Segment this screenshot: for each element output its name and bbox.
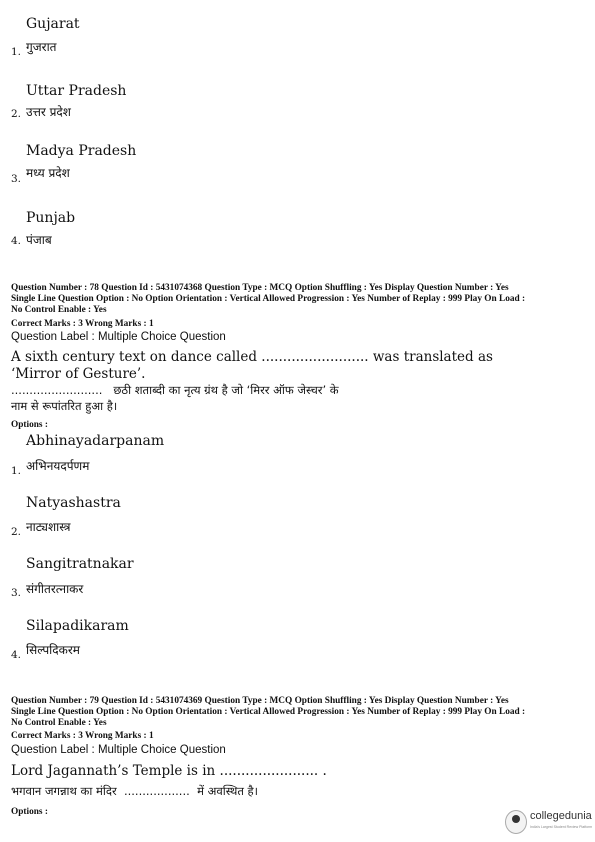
option-2-en: Uttar Pradesh (26, 83, 127, 99)
option-4-num: 4. (11, 649, 22, 661)
option-1-en: Abhinayadarpanam (26, 433, 165, 449)
option-3-en: Sangitratnakar (26, 556, 134, 572)
question-hindi-line1: ......................... छठी शताब्दी का नृत्य ग्रंथ है जो ‘मिरर ऑफ जेस्चर’ के (11, 383, 339, 397)
options-heading: Options : (11, 807, 48, 817)
option-4-en: Silapadikaram (26, 618, 129, 634)
question-text-line1: A sixth century text on dance called ......................... was translated as (11, 349, 493, 365)
question-label: Question Label : Multiple Choice Question (11, 744, 226, 756)
question-text-line2: ‘Mirror of Gesture’. (11, 366, 146, 382)
question-meta-line1: Question Number : 78 Question Id : 5431074368 Question Type : MCQ Option Shuffling : Yes Display Question Number : Yes (11, 283, 509, 293)
option-1-hi: गुजरात (26, 40, 57, 54)
option-2-en: Natyashastra (26, 495, 121, 511)
mascot-icon (505, 810, 527, 834)
option-3-num: 3. (11, 587, 22, 599)
option-2-num: 2. (11, 526, 22, 538)
option-3-num: 3. (11, 173, 22, 185)
question-meta-line3: No Control Enable : Yes (11, 305, 107, 315)
question-meta-line2: Single Line Question Option : No Option Orientation : Vertical Allowed Progression : Yes Number of Replay : 999 Play On Load : (11, 707, 526, 717)
question-meta-line2: Single Line Question Option : No Option Orientation : Vertical Allowed Progression : Yes Number of Replay : 999 Play On Load : (11, 294, 526, 304)
logo-brand: collegedunia (530, 810, 592, 822)
option-4-hi: पंजाब (26, 233, 52, 247)
question-hindi-line2: नाम से रूपांतरित हुआ है। (11, 399, 118, 413)
option-2-hi: उत्तर प्रदेश (26, 105, 71, 119)
question-text-line1: Lord Jagannath’s Temple is in ....................... . (11, 763, 327, 779)
option-3-en: Madya Pradesh (26, 143, 137, 159)
option-3-hi: मध्य प्रदेश (26, 166, 70, 180)
option-2-hi: नाट्यशास्त्र (26, 520, 71, 534)
question-hindi-line1: भगवान जगन्नाथ का मंदिर .................. में अवस्थित है। (11, 784, 259, 798)
option-4-hi: सिल्पदिकरम (26, 643, 80, 657)
question-label: Question Label : Multiple Choice Question (11, 331, 226, 343)
collegedunia-logo (505, 810, 592, 834)
question-marks: Correct Marks : 3 Wrong Marks : 1 (11, 731, 154, 741)
question-marks: Correct Marks : 3 Wrong Marks : 1 (11, 319, 154, 329)
option-4-num: 4. (11, 235, 22, 247)
option-1-num: 1. (11, 46, 22, 58)
option-1-en: Gujarat (26, 16, 80, 32)
option-3-hi: संगीतरत्नाकर (26, 582, 84, 596)
option-4-en: Punjab (26, 210, 76, 226)
option-2-num: 2. (11, 108, 22, 120)
question-meta-line3: No Control Enable : Yes (11, 718, 107, 728)
option-1-num: 1. (11, 465, 22, 477)
question-meta-line1: Question Number : 79 Question Id : 5431074369 Question Type : MCQ Option Shuffling : Yes Display Question Number : Yes (11, 696, 509, 706)
option-1-hi: अभिनयदर्पणम (26, 459, 90, 473)
logo-tagline: India's Largest Student Review Platform (530, 825, 593, 829)
options-heading: Options : (11, 420, 48, 430)
